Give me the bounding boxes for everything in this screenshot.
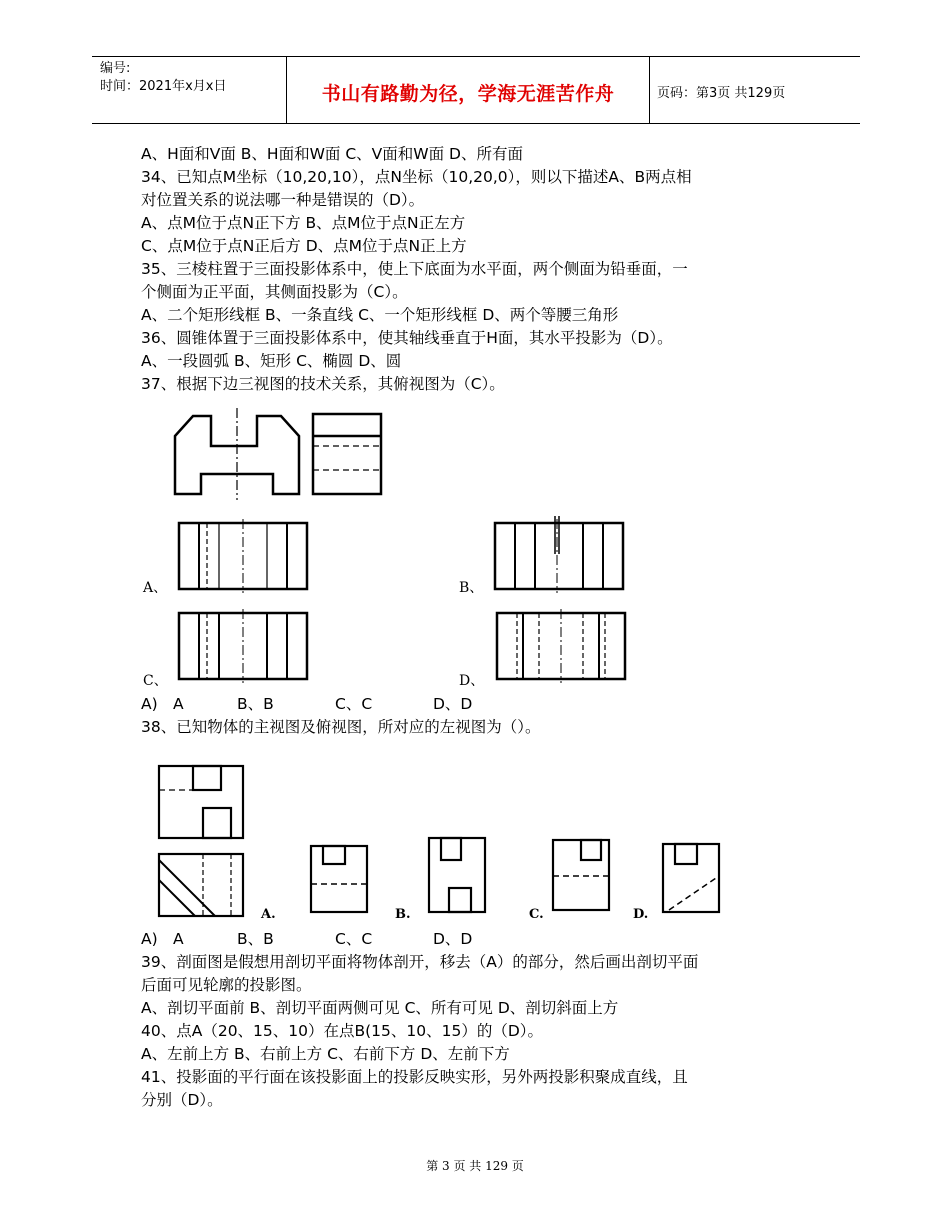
answer-option: D、D xyxy=(433,695,473,713)
answer-option: A xyxy=(173,930,184,948)
text-line: 34、已知点M坐标（10,20,10），点N坐标（10,20,0），则以下描述A、B两点相 xyxy=(141,168,692,186)
option-label: B、 xyxy=(459,580,484,596)
option-label: B. xyxy=(395,907,411,922)
page-info: 页码：第3页 共129页 xyxy=(657,86,786,101)
header-meta-cell xyxy=(92,57,286,123)
text-line: 35、三棱柱置于三面投影体系中，使上下底面为水平面，两个侧面为铅垂面，一 xyxy=(141,260,688,278)
question-text-top xyxy=(141,143,821,396)
text-line: 37、根据下边三视图的技术关系，其俯视图为（C）。 xyxy=(141,375,505,393)
answer-option: C、C xyxy=(335,930,373,948)
text-line: 36、圆锥体置于三面投影体系中，使其轴线垂直于H面，其水平投影为（D）。 xyxy=(141,329,673,347)
text-line: A、二个矩形线框 B、一条直线 C、一个矩形线框 D、两个等腰三角形 xyxy=(141,306,619,324)
text-line: 41、投影面的平行面在该投影面上的投影反映实形，另外两投影积聚成直线，且 xyxy=(141,1068,688,1086)
text-line: 40、点A（20、15、10）在点B(15、10、15）的（D）。 xyxy=(141,1022,544,1040)
q38-text: 38、已知物体的主视图及俯视图，所对应的左视图为（）。 xyxy=(141,718,541,736)
text-line: A、左前上方 B、右前上方 C、右前下方 D、左前下方 xyxy=(141,1045,510,1063)
answer-marker: A) xyxy=(141,695,158,713)
header-page-cell xyxy=(649,57,860,123)
time-label: 时间：2021年x月x日 xyxy=(100,79,227,94)
q37-three-view-figure xyxy=(141,402,661,692)
text-line: 39、剖面图是假想用剖切平面将物体剖开，移去（A）的部分，然后画出剖切平面 xyxy=(141,953,699,971)
q38-views-figure xyxy=(141,760,741,930)
motto: 书山有路勤为径，学海无涯苦作舟 xyxy=(321,83,615,105)
option-label: D、 xyxy=(459,673,485,689)
answer-option: D、D xyxy=(433,930,473,948)
text-line: A、剖切平面前 B、剖切平面两侧可见 C、所有可见 D、剖切斜面上方 xyxy=(141,999,619,1017)
option-label: A、 xyxy=(143,580,168,596)
answer-marker: A) xyxy=(141,930,158,948)
page-footer: 第 3 页 共 129 页 xyxy=(426,1159,524,1173)
option-label: C. xyxy=(529,907,544,922)
answer-option: B、B xyxy=(237,930,274,948)
id-label: 编号: xyxy=(100,61,131,76)
header-motto-cell xyxy=(286,57,650,123)
option-label: C、 xyxy=(143,673,168,689)
text-line: 对位置关系的说法哪一种是错误的（D）。 xyxy=(141,191,425,209)
text-line: 后面可见轮廓的投影图。 xyxy=(141,976,312,994)
text-line: C、点M位于点N正后方 D、点M位于点N正上方 xyxy=(141,237,467,255)
text-line: A、H面和V面 B、H面和W面 C、V面和W面 D、所有面 xyxy=(141,145,523,163)
option-label: A. xyxy=(261,907,276,922)
answer-option: C、C xyxy=(335,695,373,713)
text-line: A、点M位于点N正下方 B、点M位于点N正左方 xyxy=(141,214,466,232)
text-line: 个侧面为正平面，其侧面投影为（C）。 xyxy=(141,283,408,301)
option-label: D. xyxy=(633,907,649,922)
answer-option: A xyxy=(173,695,184,713)
text-line: A、一段圆弧 B、矩形 C、椭圆 D、圆 xyxy=(141,352,402,370)
side-view-outline xyxy=(313,414,381,494)
answer-option: B、B xyxy=(237,695,274,713)
question-text-bottom xyxy=(141,951,831,1112)
page-header xyxy=(92,56,860,124)
text-line: 分别（D）。 xyxy=(141,1091,223,1109)
